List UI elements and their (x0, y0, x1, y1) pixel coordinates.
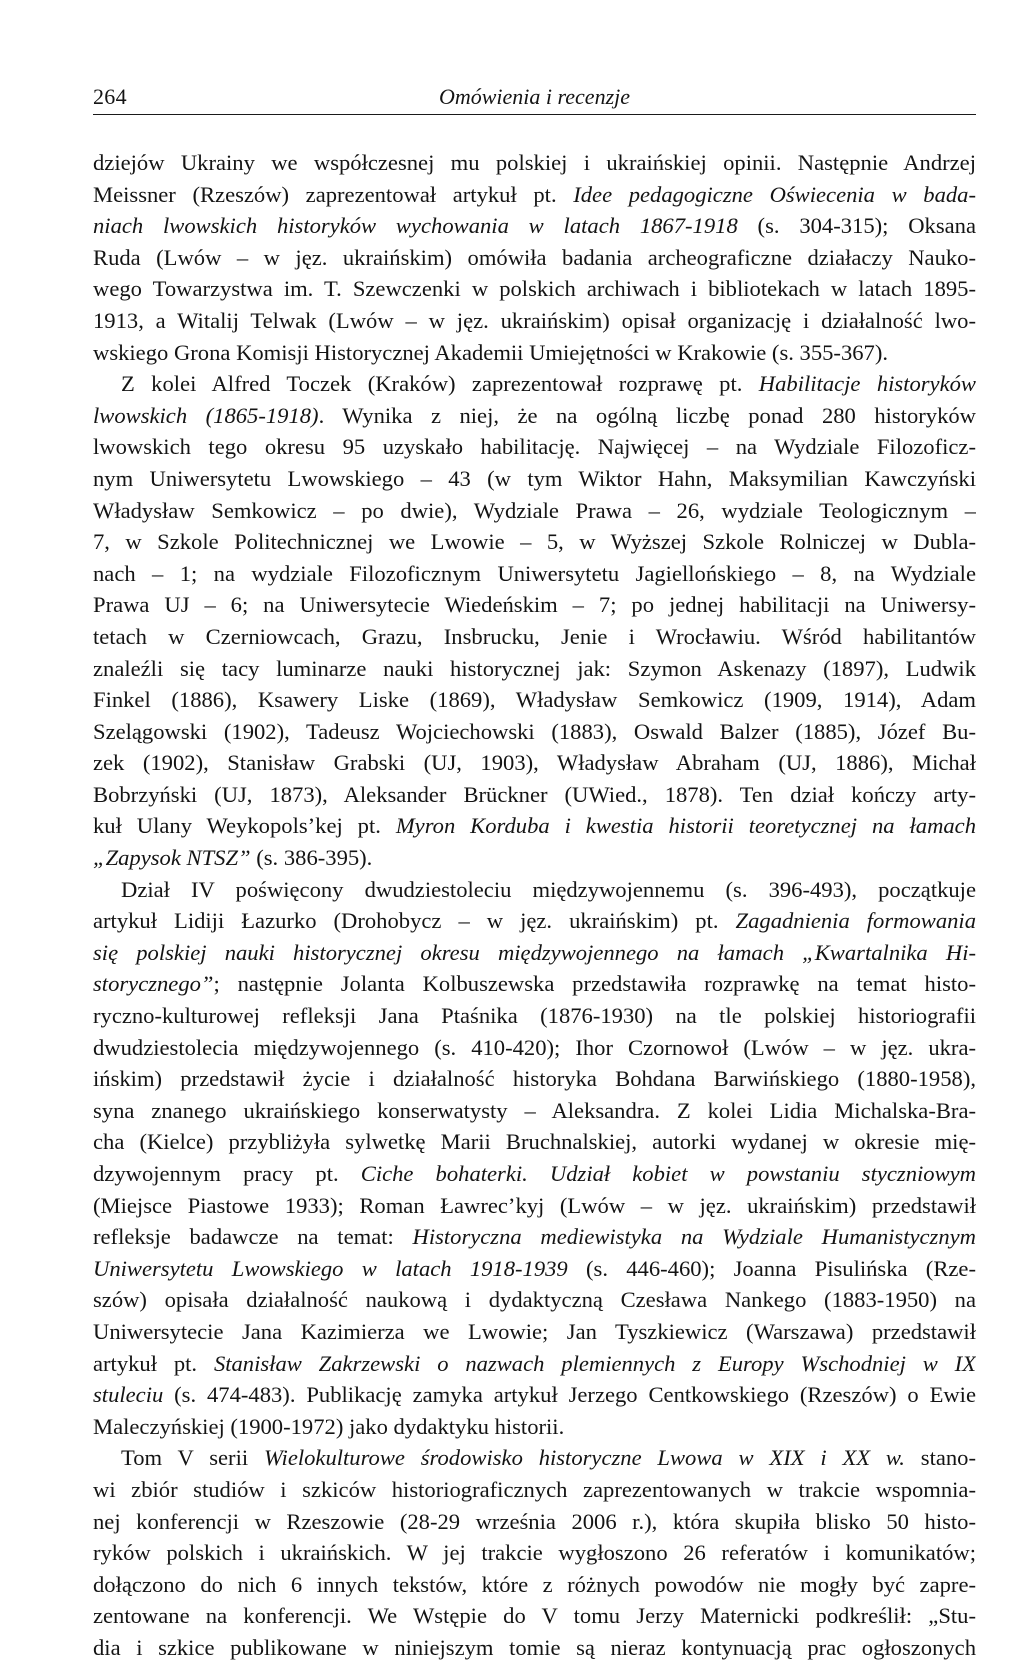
paragraph (93, 1442, 976, 1663)
text-line (93, 1569, 976, 1601)
text-run: Z kolei Alfred Toczek (Kraków) zaprezentował rozprawę pt. (121, 371, 759, 397)
text-line (93, 684, 976, 716)
text-run: dziejów Ukrainy we współczesnej mu polskiej i ukraińskiej opinii. Następnie Andrzej (93, 150, 976, 175)
italic-text: lwowskich (1865-1918) (93, 402, 319, 428)
text-run: znaleźli się tacy luminarze nauki historycznej jak: Szymon Askenazy (1897), Ludwik (93, 655, 976, 681)
text-run: (Miejsce Piastowe 1933); Roman Ławrec’kyj (Lwów – w jęz. ukraińskim) przedstawił (93, 1192, 976, 1218)
text-line (93, 1316, 976, 1348)
italic-text: Habilitacje historyków (758, 371, 976, 397)
text-line (93, 337, 976, 369)
text-run: ; następnie Jolanta Kolbuszewska przedstawiła rozprawkę na temat histo- (213, 971, 976, 997)
text-line (93, 1284, 976, 1316)
text-run: (s. 446-460); Joanna Pisulińska (Rze- (567, 1255, 976, 1281)
text-line (93, 1126, 976, 1158)
text-line (93, 1379, 976, 1411)
text-run: nym Uniwersytetu Lwowskiego – 43 (w tym Wiktor Hahn, Maksymilian Kawczyński (93, 465, 976, 491)
text-run: kuł Ulany Weykopols’kej pt. (93, 813, 396, 839)
text-run: Szelągowski (1902), Tadeusz Wojciechowski (1883), Oswald Balzer (1885), Józef Bu- (93, 718, 976, 744)
text-run: zentowane na konferencji. We Wstępie do V tomu Jerzy Maternicki podkreślił: „Stu- (93, 1603, 976, 1629)
text-line (93, 210, 976, 242)
italic-text: Ciche bohaterki. Udział kobiet w powstaniu styczniowym (360, 1161, 976, 1186)
text-run: artykuł pt. (93, 1350, 214, 1376)
italic-text: Stanisław Zakrzewski o nazwach plemiennych z Europy Wschodniej w IX (213, 1350, 976, 1376)
text-run: Finkel (1886), Ksawery Liske (1869), Władysław Semkowicz (1909, 1914), Adam (93, 687, 976, 713)
text-line (93, 747, 976, 779)
text-run: nej konferencji w Rzeszowie (28-29 września 2006 r.), która skupiła blisko 50 histo- (93, 1508, 976, 1534)
text-line (93, 242, 976, 274)
text-run: ryków polskich i ukraińskich. W jej trakcie wygłoszono 26 referatów i komunikatów; (93, 1540, 976, 1566)
text-line (93, 1000, 976, 1032)
text-run: syna znanego ukraińskiego konserwatysty – Aleksandra. Z kolei Lidia Michalska-Bra- (93, 1097, 976, 1123)
body-text (93, 147, 976, 1664)
text-line (93, 1411, 976, 1443)
text-line (93, 1474, 976, 1506)
text-run: wego Towarzystwa im. T. Szewczenki w polskich archiwach i bibliotekach w latach 1895- (93, 276, 976, 302)
text-run: ińskim) przedstawił życie i działalność historyka Bohdana Barwińskiego (1880-1958), (93, 1066, 976, 1092)
text-line (93, 305, 976, 337)
text-run: Prawa UJ – 6; na Uniwersytecie Wiedeńskim – 7; po jednej habilitacji na Uniwersy- (93, 592, 976, 618)
text-line (93, 1348, 976, 1380)
italic-text: niach lwowskich historyków wychowania w latach 1867-1918 (93, 213, 738, 239)
text-line (93, 431, 976, 463)
text-line (93, 716, 976, 748)
text-line (93, 968, 976, 1000)
text-run: (s. 386-395). (250, 845, 373, 871)
text-run: szów) opisała działalność naukową i dydaktyczną Czesława Nankego (1883-1950) na (93, 1287, 976, 1313)
text-run: ryczno-kulturowej refleksji Jana Ptaśnika (1876-1930) na tle polskiej historiografii (93, 1003, 976, 1029)
text-run: lwowskich tego okresu 95 uzyskało habilitację. Najwięcej – na Wydziale Filozoficz- (93, 434, 976, 460)
text-run: wskiego Grona Komisji Historycznej Akademii Umiejętności w Krakowie (s. 355-367). (93, 339, 889, 365)
text-line (93, 1632, 976, 1664)
text-line (93, 147, 976, 179)
text-line (93, 1095, 976, 1127)
text-run: Bobrzyński (UJ, 1873), Aleksander Brückner (UWied., 1878). Ten dział kończy arty- (93, 781, 976, 807)
text-line (93, 463, 976, 495)
page-header (93, 78, 976, 115)
text-line (93, 1190, 976, 1222)
text-run: dwudziestolecia międzywojennego (s. 410-420); Ihor Czornowoł (Lwów – w jęz. ukra- (93, 1034, 976, 1060)
text-line (93, 273, 976, 305)
text-run: zek (1902), Stanisław Grabski (UJ, 1903), Władysław Abraham (UJ, 1886), Michał (93, 750, 976, 776)
text-line (93, 1253, 976, 1285)
text-run: dzywojennym pracy pt. (93, 1161, 361, 1186)
italic-text: się polskiej nauki historycznej okresu międzywojennego na łamach „Kwartalnika Hi- (93, 939, 976, 965)
text-run: nach – 1; na wydziale Filozoficznym Uniwersytetu Jagiellońskiego – 8, na Wydziale (93, 560, 976, 586)
text-run: cha (Kielce) przybliżyła sylwetkę Marii Bruchnalskiej, autorki wydanej w okresie mię- (93, 1129, 976, 1155)
italic-text: „Zapysok NTSZ” (93, 845, 251, 871)
text-line (93, 874, 976, 906)
text-line (93, 621, 976, 653)
text-run: refleksje badawcze na temat: (93, 1224, 413, 1250)
text-line (93, 1032, 976, 1064)
text-line (93, 368, 976, 400)
text-run: dia i szkice publikowane w niniejszym tomie są nieraz kontynuacją prac ogłoszonych (93, 1634, 976, 1660)
text-line (93, 653, 976, 685)
text-line (93, 179, 976, 211)
page-number: 264 (93, 84, 127, 109)
text-line (93, 1221, 976, 1253)
text-run: 1913, a Witalij Telwak (Lwów – w jęz. ukraińskim) opisał organizację i działalność lwo- (93, 307, 976, 333)
text-line (93, 526, 976, 558)
text-run: wi zbiór studiów i szkiców historiograficznych zaprezentowanych w trakcie wspomnia- (93, 1476, 976, 1502)
italic-text: stuleciu (93, 1382, 164, 1408)
text-run: stano- (904, 1445, 976, 1471)
text-line (93, 810, 976, 842)
italic-text: Zagadnienia formowania (735, 908, 976, 934)
text-run: Ruda (Lwów – w jęz. ukraińskim) omówiła badania archeograficzne działaczy Nauko- (93, 244, 976, 270)
text-run: (s. 304-315); Oksana (737, 213, 976, 239)
text-line (93, 1506, 976, 1538)
text-run: Meissner (Rzeszów) zaprezentował artykuł pt. (93, 181, 574, 207)
italic-text: Myron Korduba i kwestia historii teoretycznej na łamach (395, 813, 976, 839)
text-run: Dział IV poświęcony dwudziestoleciu międzywojennemu (s. 396-493), początkuje (121, 876, 976, 902)
text-line (93, 589, 976, 621)
text-run: (s. 474-483). Publikację zamyka artykuł Jerzego Centkowskiego (Rzeszów) o Ewie (163, 1382, 976, 1408)
text-run: artykuł Lidiji Łazurko (Drohobycz – w jęz. ukraińskim) pt. (93, 908, 736, 934)
paragraph (93, 147, 976, 368)
text-run: Maleczyńskiej (1900-1972) jako dydaktyku historii. (93, 1413, 565, 1439)
italic-text: storycznego” (93, 971, 214, 997)
paragraph (93, 874, 976, 1443)
text-line (93, 905, 976, 937)
text-line (93, 558, 976, 590)
text-line (93, 1063, 976, 1095)
italic-text: Historyczna mediewistyka na Wydziale Humanistycznym (412, 1224, 976, 1250)
running-title: Omówienia i recenzje (438, 84, 631, 109)
text-run: tetach w Czerniowcach, Grazu, Insbrucku, Jenie i Wrocławiu. Wśród habilitantów (93, 623, 976, 649)
text-run: . Wynika z niej, że na ogólną liczbę ponad 280 historyków (318, 402, 976, 428)
text-run: dołączono do nich 6 innych tekstów, które z różnych powodów nie mogły być zapre- (93, 1571, 976, 1597)
text-line (93, 1442, 976, 1474)
text-line (93, 495, 976, 527)
text-run: Uniwersytecie Jana Kazimierza we Lwowie; Jan Tyszkiewicz (Warszawa) przedstawił (93, 1318, 976, 1344)
text-line (93, 937, 976, 969)
text-run: Władysław Semkowicz – po dwie), Wydziale Prawa – 26, wydziale Teologicznym – (93, 497, 976, 523)
italic-text: Uniwersytetu Lwowskiego w latach 1918-1939 (93, 1255, 568, 1281)
text-line (93, 842, 976, 874)
text-run: Tom V serii (121, 1445, 264, 1471)
italic-text: Idee pedagogiczne Oświecenia w bada- (573, 181, 976, 207)
text-line (93, 779, 976, 811)
text-line (93, 1600, 976, 1632)
italic-text: Wielokulturowe środowisko historyczne Lwowa w XIX i XX w. (263, 1445, 905, 1471)
paragraph (93, 368, 976, 874)
text-run: 7, w Szkole Politechnicznej we Lwowie – 5, w Wyższej Szkole Rolniczej w Dubla- (93, 529, 976, 555)
text-line (93, 1158, 976, 1190)
text-line (93, 400, 976, 432)
